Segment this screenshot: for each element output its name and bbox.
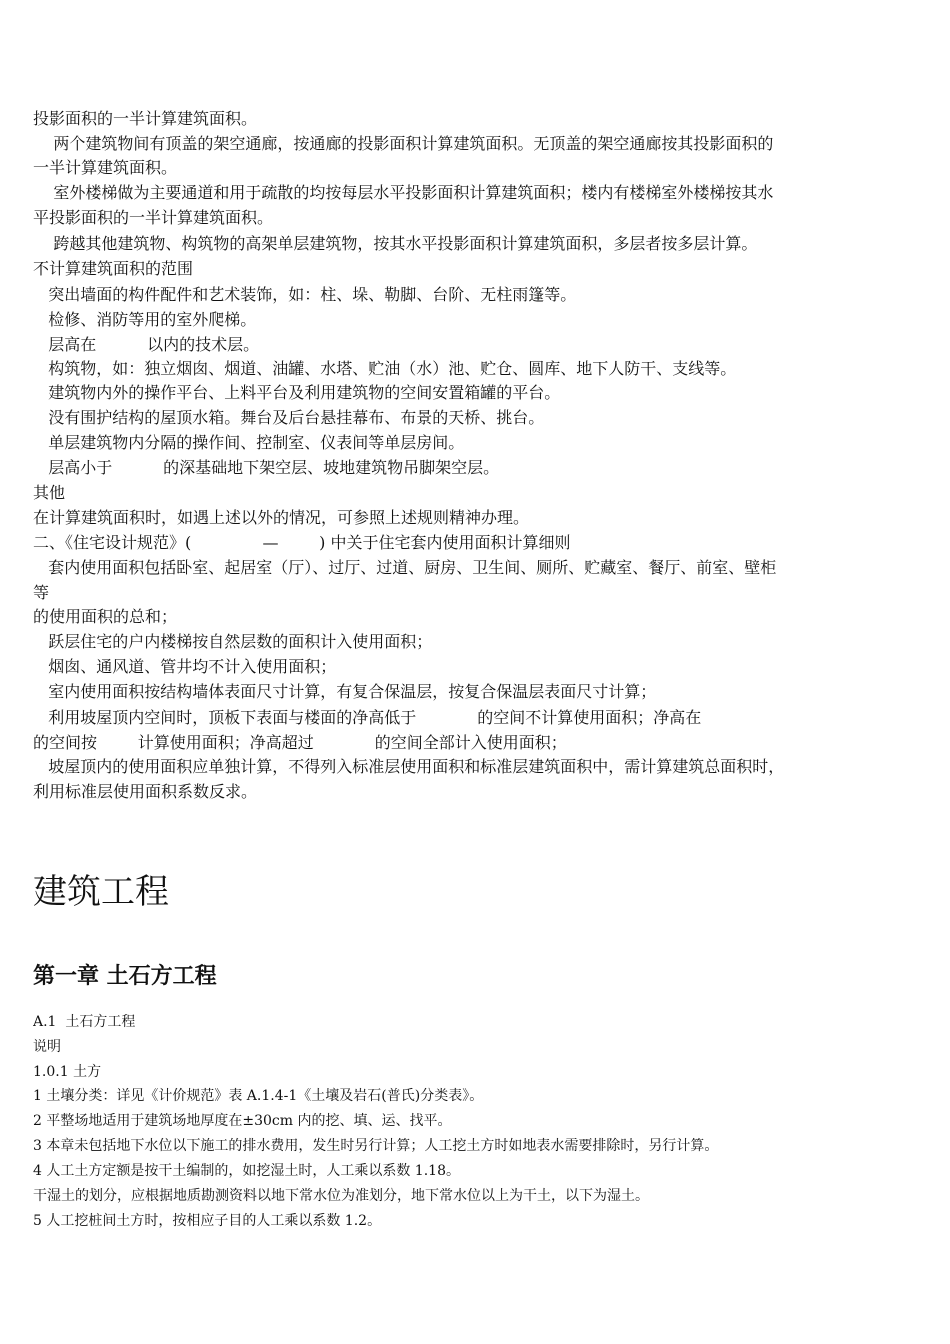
- text-line: 单层建筑物内分隔的操作间、控制室、仪表间等单层房间。: [33, 433, 465, 452]
- text-line: 突出墙面的构件配件和艺术装饰，如：柱、垛、勒脚、台阶、无柱雨篷等。: [33, 285, 577, 304]
- text-line: 利用坡屋顶内空间时，顶板下表面与楼面的净高低于 的空间不计算使用面积；净高在: [33, 708, 702, 727]
- section-label: 其他: [33, 483, 66, 502]
- text-line: A.1 土石方工程: [33, 1014, 136, 1030]
- text-line: 构筑物，如：独立烟囱、烟道、油罐、水塔、贮油（水）池、贮仓、圆库、地下人防干、支线等。: [33, 359, 737, 378]
- text-line: 2 平整场地适用于建筑场地厚度在±30cm 内的挖、填、运、找平。: [33, 1113, 452, 1129]
- text-line: 二、《住宅设计规范》( — ) 中关于住宅套内使用面积计算细则: [33, 533, 571, 552]
- text-line: 没有围护结构的屋顶水箱。舞台及后台悬挂幕布、布景的天桥、挑台。: [33, 408, 545, 427]
- text-line: 的空间按 计算使用面积；净高超过 的空间全部计入使用面积；: [33, 733, 567, 752]
- text-line: 检修、消防等用的室外爬梯。: [33, 310, 257, 329]
- chapter-heading: 第一章 土石方工程: [33, 964, 217, 989]
- text-line: 在计算建筑面积时，如遇上述以外的情况，可参照上述规则精神办理。: [33, 508, 530, 527]
- text-line: 1.0.1 土方: [33, 1064, 102, 1080]
- heading-title: 建筑工程: [33, 872, 169, 912]
- text-line: 层高在 以内的技术层。: [33, 335, 260, 354]
- text-line: 跨越其他建筑物、构筑物的高架单层建筑物，按其水平投影面积计算建筑面积，多层者按多层计算。: [33, 234, 758, 253]
- text-line: 干湿土的划分，应根据地质勘测资料以地下常水位为准划分，地下常水位以上为干土，以下为湿土。: [33, 1188, 649, 1204]
- text-line: 平投影面积的一半计算建筑面积。: [33, 208, 274, 227]
- text-line: 室外楼梯做为主要通道和用于疏散的均按每层水平投影面积计算建筑面积；楼内有楼梯室外楼梯按其水: [33, 183, 774, 202]
- text-line: 烟囱、通风道、管井均不计入使用面积；: [33, 657, 337, 676]
- text-line: 1 土壤分类：详见《计价规范》表 A.1.4-1《土壤及岩石(普氏)分类表》。: [33, 1088, 484, 1104]
- text-line: 套内使用面积包括卧室、起居室（厅）、过厅、过道、厨房、卫生间、厕所、贮藏室、餐厅、前室、壁柜: [33, 558, 777, 577]
- section-label: 不计算建筑面积的范围: [33, 259, 194, 278]
- text-line: 5 人工挖桩间土方时，按相应子目的人工乘以系数 1.2。: [33, 1213, 382, 1229]
- text-line: 等: [33, 583, 50, 602]
- text-line: 建筑物内外的操作平台、上料平台及利用建筑物的空间安置箱罐的平台。: [33, 383, 561, 402]
- text-line: 一半计算建筑面积。: [33, 158, 178, 177]
- text-line: 两个建筑物间有顶盖的架空通廊，按通廊的投影面积计算建筑面积。无顶盖的架空通廊按其投影面积的: [33, 134, 774, 153]
- text-line: 利用标准层使用面积系数反求。: [33, 782, 258, 801]
- text-line: 坡屋顶内的使用面积应单独计算，不得列入标准层使用面积和标准层建筑面积中，需计算建筑总面积时，: [33, 757, 785, 776]
- text-line: 说明: [33, 1039, 61, 1055]
- text-line: 4 人工土方定额是按干土编制的，如挖湿土时，人工乘以系数 1.18。: [33, 1163, 460, 1179]
- text-line: 跃层住宅的户内楼梯按自然层数的面积计入使用面积；: [33, 632, 433, 651]
- text-line: 的使用面积的总和；: [33, 607, 178, 626]
- text-line: 层高小于 的深基础地下架空层、坡地建筑物吊脚架空层。: [33, 458, 500, 477]
- text-line: 室内使用面积按结构墙体表面尺寸计算，有复合保温层，按复合保温层表面尺寸计算；: [33, 682, 657, 701]
- text-line: 3 本章未包括地下水位以下施工的排水费用，发生时另行计算；人工挖土方时如地表水需要排除时，另行计算。: [33, 1138, 719, 1154]
- text-line: 投影面积的一半计算建筑面积。: [33, 109, 258, 128]
